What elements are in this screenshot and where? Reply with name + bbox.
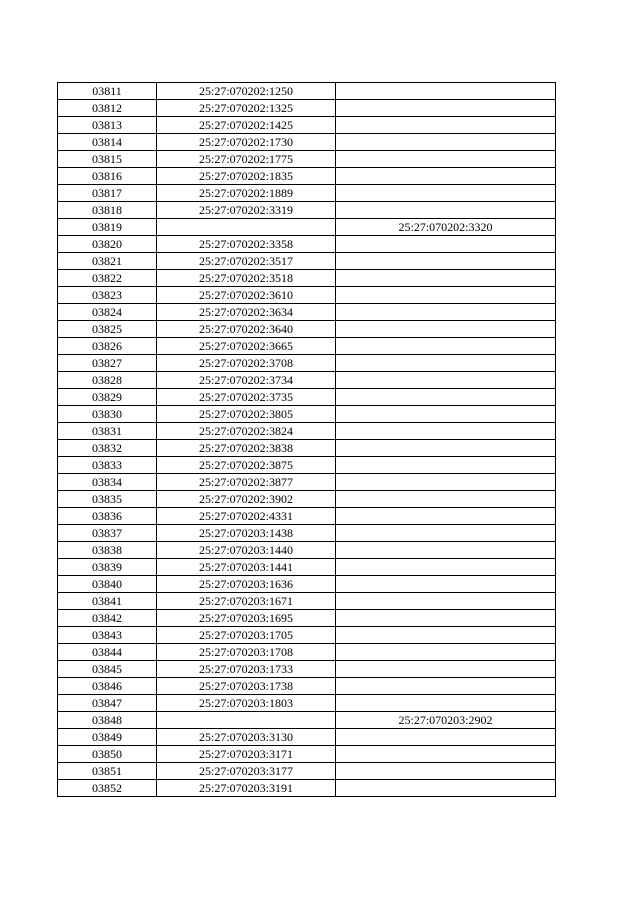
extra-cadastral-number-cell: [336, 168, 556, 185]
row-number-cell: 03829: [58, 389, 157, 406]
row-number-cell: 03844: [58, 644, 157, 661]
extra-cadastral-number-cell: [336, 627, 556, 644]
extra-cadastral-number-cell: [336, 321, 556, 338]
table-row: [58, 678, 556, 695]
row-number-cell: 03814: [58, 134, 157, 151]
row-number-cell: 03815: [58, 151, 157, 168]
extra-cadastral-number-cell: [336, 151, 556, 168]
extra-cadastral-number-cell: [336, 491, 556, 508]
cadastral-number-cell: 25:27:070202:1250: [157, 83, 336, 100]
cadastral-number-cell: 25:27:070202:3875: [157, 457, 336, 474]
cadastral-number-cell: 25:27:070202:3734: [157, 372, 336, 389]
row-number-cell: 03845: [58, 661, 157, 678]
extra-cadastral-number-cell: [336, 508, 556, 525]
extra-cadastral-number-cell: [336, 474, 556, 491]
table-row: [58, 83, 556, 100]
extra-cadastral-number-cell: [336, 406, 556, 423]
table-row: [58, 661, 556, 678]
cadastral-number-cell: 25:27:070202:1775: [157, 151, 336, 168]
extra-cadastral-number-cell: [336, 593, 556, 610]
cadastral-number-cell: 25:27:070202:3902: [157, 491, 336, 508]
extra-cadastral-number-cell: [336, 525, 556, 542]
table-row: [58, 423, 556, 440]
extra-cadastral-number-cell: [336, 780, 556, 797]
row-number-cell: 03842: [58, 610, 157, 627]
document-page: [57, 82, 556, 797]
row-number-cell: 03836: [58, 508, 157, 525]
extra-cadastral-number-cell: [336, 678, 556, 695]
extra-cadastral-number-cell: 25:27:070203:2902: [336, 712, 556, 729]
table-row: [58, 321, 556, 338]
table-row: [58, 168, 556, 185]
cadastral-number-cell: 25:27:070203:1733: [157, 661, 336, 678]
extra-cadastral-number-cell: [336, 134, 556, 151]
cadastral-number-cell: 25:27:070202:3640: [157, 321, 336, 338]
table-row: [58, 185, 556, 202]
table-row: [58, 780, 556, 797]
cadastral-number-cell: 25:27:070202:1325: [157, 100, 336, 117]
row-number-cell: 03833: [58, 457, 157, 474]
cadastral-number-cell: 25:27:070203:1671: [157, 593, 336, 610]
cadastral-number-cell: 25:27:070202:1730: [157, 134, 336, 151]
table-row: [58, 542, 556, 559]
cadastral-number-cell: 25:27:070202:3805: [157, 406, 336, 423]
table-row: [58, 270, 556, 287]
table-row: [58, 236, 556, 253]
extra-cadastral-number-cell: [336, 355, 556, 372]
row-number-cell: 03841: [58, 593, 157, 610]
row-number-cell: 03831: [58, 423, 157, 440]
table-row: [58, 695, 556, 712]
table-row: [58, 100, 556, 117]
row-number-cell: 03818: [58, 202, 157, 219]
row-number-cell: 03848: [58, 712, 157, 729]
table-row: [58, 559, 556, 576]
row-number-cell: 03813: [58, 117, 157, 134]
extra-cadastral-number-cell: [336, 338, 556, 355]
cadastral-number-cell: 25:27:070203:1803: [157, 695, 336, 712]
table-row: [58, 134, 556, 151]
extra-cadastral-number-cell: [336, 423, 556, 440]
row-number-cell: 03843: [58, 627, 157, 644]
cadastral-number-cell: 25:27:070203:3177: [157, 763, 336, 780]
extra-cadastral-number-cell: [336, 287, 556, 304]
row-number-cell: 03852: [58, 780, 157, 797]
row-number-cell: 03820: [58, 236, 157, 253]
cadastral-number-cell: 25:27:070202:3319: [157, 202, 336, 219]
table-row: [58, 729, 556, 746]
row-number-cell: 03825: [58, 321, 157, 338]
row-number-cell: 03847: [58, 695, 157, 712]
extra-cadastral-number-cell: [336, 576, 556, 593]
extra-cadastral-number-cell: [336, 236, 556, 253]
row-number-cell: 03851: [58, 763, 157, 780]
extra-cadastral-number-cell: [336, 304, 556, 321]
extra-cadastral-number-cell: [336, 440, 556, 457]
table-row: [58, 491, 556, 508]
extra-cadastral-number-cell: [336, 644, 556, 661]
extra-cadastral-number-cell: [336, 559, 556, 576]
table-row: [58, 304, 556, 321]
row-number-cell: 03832: [58, 440, 157, 457]
row-number-cell: 03846: [58, 678, 157, 695]
extra-cadastral-number-cell: [336, 202, 556, 219]
cadastral-number-cell: 25:27:070203:1441: [157, 559, 336, 576]
cadastral-number-cell: 25:27:070203:1440: [157, 542, 336, 559]
extra-cadastral-number-cell: [336, 610, 556, 627]
extra-cadastral-number-cell: [336, 270, 556, 287]
row-number-cell: 03812: [58, 100, 157, 117]
row-number-cell: 03840: [58, 576, 157, 593]
row-number-cell: 03827: [58, 355, 157, 372]
table-row: [58, 151, 556, 168]
cadastral-number-cell: [157, 712, 336, 729]
row-number-cell: 03817: [58, 185, 157, 202]
table-body: [58, 83, 556, 797]
row-number-cell: 03839: [58, 559, 157, 576]
table-row: [58, 508, 556, 525]
extra-cadastral-number-cell: [336, 746, 556, 763]
row-number-cell: 03830: [58, 406, 157, 423]
cadastral-number-cell: 25:27:070202:1835: [157, 168, 336, 185]
cadastral-number-cell: 25:27:070202:3634: [157, 304, 336, 321]
table-row: [58, 593, 556, 610]
table-row: [58, 627, 556, 644]
cadastral-number-cell: 25:27:070203:3191: [157, 780, 336, 797]
row-number-cell: 03811: [58, 83, 157, 100]
cadastral-number-cell: 25:27:070203:1708: [157, 644, 336, 661]
extra-cadastral-number-cell: [336, 389, 556, 406]
row-number-cell: 03821: [58, 253, 157, 270]
table-row: [58, 712, 556, 729]
extra-cadastral-number-cell: [336, 457, 556, 474]
extra-cadastral-number-cell: [336, 661, 556, 678]
cadastral-number-cell: 25:27:070202:1889: [157, 185, 336, 202]
cadastral-number-cell: 25:27:070202:1425: [157, 117, 336, 134]
table-row: [58, 202, 556, 219]
row-number-cell: 03822: [58, 270, 157, 287]
cadastral-number-cell: 25:27:070203:3171: [157, 746, 336, 763]
cadastral-number-cell: 25:27:070203:1705: [157, 627, 336, 644]
row-number-cell: 03823: [58, 287, 157, 304]
table-row: [58, 389, 556, 406]
extra-cadastral-number-cell: [336, 185, 556, 202]
row-number-cell: 03835: [58, 491, 157, 508]
cadastral-number-cell: 25:27:070202:3877: [157, 474, 336, 491]
table-row: [58, 355, 556, 372]
row-number-cell: 03824: [58, 304, 157, 321]
table-row: [58, 457, 556, 474]
cadastral-number-cell: 25:27:070202:3518: [157, 270, 336, 287]
row-number-cell: 03819: [58, 219, 157, 236]
table-row: [58, 746, 556, 763]
cadastral-number-cell: 25:27:070202:3665: [157, 338, 336, 355]
table-row: [58, 372, 556, 389]
extra-cadastral-number-cell: [336, 117, 556, 134]
extra-cadastral-number-cell: [336, 542, 556, 559]
cadastral-number-cell: 25:27:070202:4331: [157, 508, 336, 525]
cadastral-number-cell: 25:27:070202:3824: [157, 423, 336, 440]
extra-cadastral-number-cell: [336, 763, 556, 780]
table-row: [58, 525, 556, 542]
extra-cadastral-number-cell: [336, 100, 556, 117]
extra-cadastral-number-cell: [336, 372, 556, 389]
row-number-cell: 03828: [58, 372, 157, 389]
row-number-cell: 03826: [58, 338, 157, 355]
table-row: [58, 610, 556, 627]
cadastral-number-cell: 25:27:070202:3358: [157, 236, 336, 253]
table-row: [58, 763, 556, 780]
cadastral-number-cell: [157, 219, 336, 236]
table-row: [58, 338, 556, 355]
table-row: [58, 219, 556, 236]
row-number-cell: 03837: [58, 525, 157, 542]
table-row: [58, 576, 556, 593]
row-number-cell: 03838: [58, 542, 157, 559]
table-row: [58, 117, 556, 134]
cadastral-number-cell: 25:27:070202:3708: [157, 355, 336, 372]
extra-cadastral-number-cell: 25:27:070202:3320: [336, 219, 556, 236]
cadastral-number-cell: 25:27:070202:3610: [157, 287, 336, 304]
cadastral-number-cell: 25:27:070202:3838: [157, 440, 336, 457]
cadastral-number-cell: 25:27:070203:1738: [157, 678, 336, 695]
row-number-cell: 03850: [58, 746, 157, 763]
table-row: [58, 287, 556, 304]
cadastral-table: [57, 82, 556, 797]
row-number-cell: 03849: [58, 729, 157, 746]
table-row: [58, 474, 556, 491]
extra-cadastral-number-cell: [336, 83, 556, 100]
cadastral-number-cell: 25:27:070202:3517: [157, 253, 336, 270]
row-number-cell: 03834: [58, 474, 157, 491]
table-row: [58, 644, 556, 661]
cadastral-number-cell: 25:27:070203:1695: [157, 610, 336, 627]
cadastral-number-cell: 25:27:070203:1438: [157, 525, 336, 542]
extra-cadastral-number-cell: [336, 729, 556, 746]
table-row: [58, 440, 556, 457]
extra-cadastral-number-cell: [336, 695, 556, 712]
cadastral-number-cell: 25:27:070202:3735: [157, 389, 336, 406]
table-row: [58, 253, 556, 270]
cadastral-number-cell: 25:27:070203:3130: [157, 729, 336, 746]
cadastral-number-cell: 25:27:070203:1636: [157, 576, 336, 593]
row-number-cell: 03816: [58, 168, 157, 185]
table-row: [58, 406, 556, 423]
extra-cadastral-number-cell: [336, 253, 556, 270]
